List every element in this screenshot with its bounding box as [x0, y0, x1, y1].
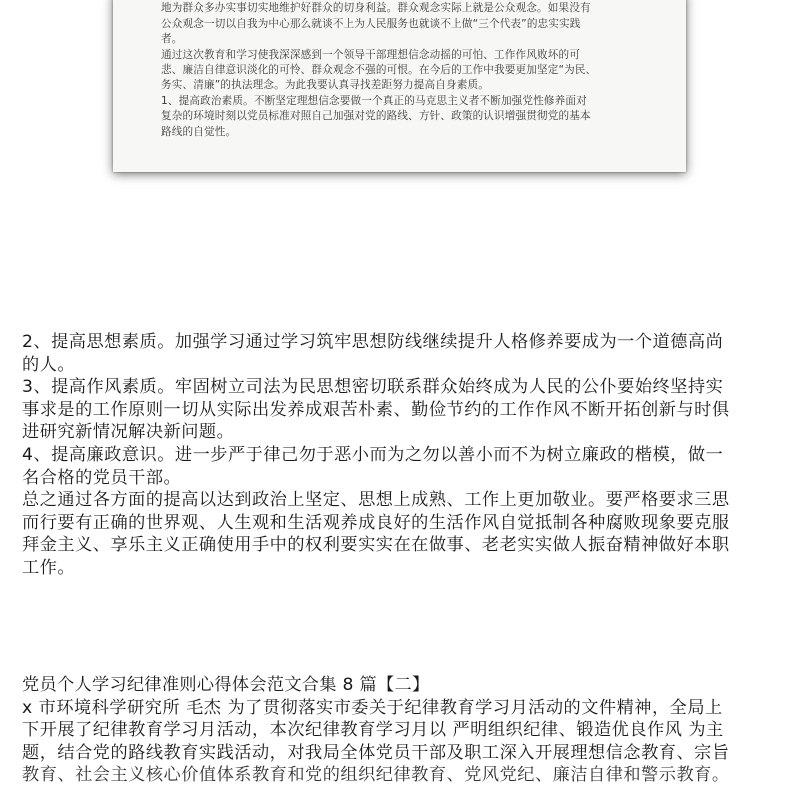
scan-line: [161, 0, 671, 1]
body-line: 事求是的工作原则一切从实际出发养成艰苦朴素、勤俭节约的工作作风不断开拓创新与时俱: [22, 399, 730, 420]
scan-line: 通过这次教育和学习使我深深感到一个领导干部理想信念动摇的可怕、工作作风败坏的可: [161, 48, 581, 61]
body-line: 的人。: [22, 354, 76, 375]
body-line: 3、提高作风素质。牢固树立司法为民思想密切联系群众始终成为人民的公仆要始终坚持实: [22, 377, 724, 398]
body-line: 拜金主义、享乐主义正确使用手中的权利要实实在在做事、老老实实做人振奋精神做好本职: [22, 535, 730, 556]
article-line: 教育、社会主义核心价值体系教育和党的组织纪律教育、党风党纪、廉洁自律和警示教育。: [22, 765, 730, 786]
body-line: 名合格的党员干部。: [22, 467, 182, 488]
scanned-document-image: [113, 0, 686, 172]
article-title: 党员个人学习纪律准则心得体会范文合集 8 篇【二】: [22, 675, 430, 695]
body-line: 总之通过各方面的提高以达到政治上坚定、思想上成熟、工作上更加敬业。要严格要求三思: [22, 490, 730, 511]
body-line: 进研究新情况解决新问题。: [22, 422, 235, 443]
scan-line: 者。: [161, 33, 183, 46]
article-line: x 市环境科学研究所 毛杰 为了贯彻落实市委关于纪律教育学习月活动的文件精神，全局上: [22, 697, 723, 718]
article-line: 下开展了纪律教育学习月活动，本次纪律教育学习月以 严明组织纪律、锻造优良作风 为主: [22, 720, 724, 741]
scan-line: 地为群众多办实事切实地维护好群众的切身利益。群众观念实际上就是公众观念。如果没有: [161, 2, 591, 15]
scan-line: 悲、廉洁自律意识淡化的可怜、群众观念不强的可恨。在今后的工作中我要更加坚定“为民、: [161, 64, 597, 77]
scan-line: 务实、清廉”的执法理念。为此我要认真寻找差距努力提高自身素质。: [161, 79, 489, 92]
scan-line: 公众观念一切以自我为中心那么就谈不上为人民服务也就谈不上做“三个代表”的忠实实践: [161, 17, 581, 30]
body-line: 4、提高廉政意识。进一步严于律己勿于恶小而为之勿以善小而不为树立廉政的楷模，做一: [22, 444, 724, 465]
body-text: [22, 331, 782, 580]
body-line: 工作。: [22, 557, 76, 578]
scan-line: 复杂的环境时刻以党员标准对照自己加强对党的路线、方针、政策的认识增强贯彻党的基本: [161, 110, 591, 123]
scan-line: 路线的自觉性。: [161, 125, 237, 138]
article-line: 题，结合党的路线教育实践活动，对我局全体党员干部及职工深入开展理想信念教育、宗旨: [22, 742, 730, 763]
body-line: 而行要有正确的世界观、人生观和生活观养成良好的生活作风自觉抵制各种腐败现象要克服: [22, 512, 730, 533]
scan-line: 1、提高政治素质。不断坚定理想信念要做一个真正的马克思主义者不断加强党性修养面对: [161, 94, 587, 107]
article-section: [22, 674, 782, 787]
scanned-document-text: [161, 0, 671, 140]
body-line: 2、提高思想素质。加强学习通过学习筑牢思想防线继续提升人格修养要成为一个道德高尚: [22, 332, 724, 352]
